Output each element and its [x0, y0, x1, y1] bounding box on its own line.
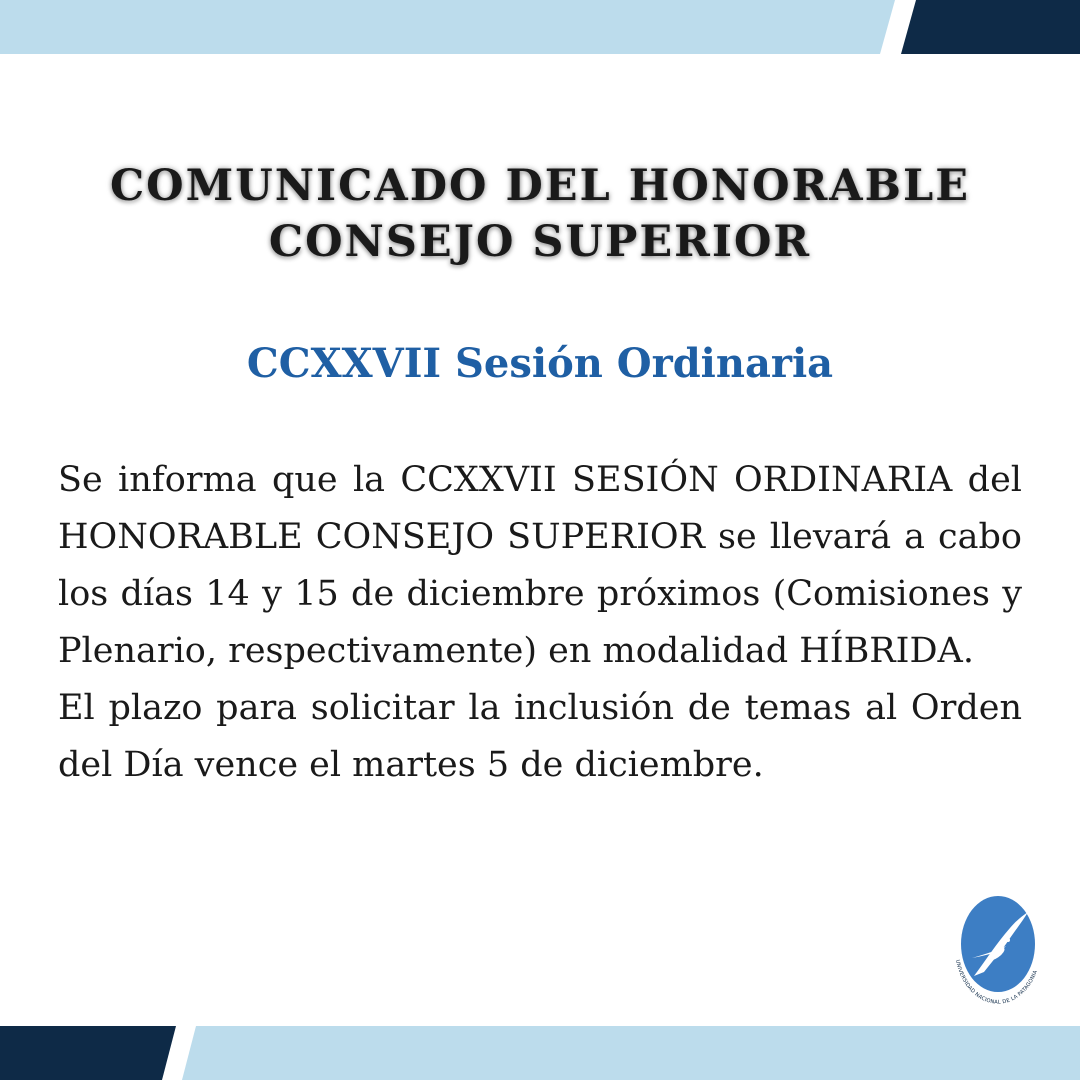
albatross-seal-icon: [952, 888, 1042, 1020]
session-subtitle: CCXXVII Sesión Ordinaria: [246, 340, 834, 387]
announcement-paragraph-2: El plazo para solicitar la inclusión de temas al Orden del Día vence el martes 5 de diciembre.: [58, 688, 1022, 785]
bottom-decorative-band: [0, 1026, 1080, 1080]
title-line-2: CONSEJO SUPERIOR: [268, 217, 812, 267]
bottom-light-stripe: [182, 1026, 1080, 1080]
bottom-dark-stripe: [0, 1026, 176, 1080]
title-line-1: COMUNICADO DEL HONORABLE: [109, 161, 971, 211]
top-decorative-band: [0, 0, 1080, 54]
page-title: [0, 158, 1080, 270]
top-dark-stripe: [901, 0, 1080, 54]
announcement-body: [58, 452, 1022, 794]
top-light-stripe: [0, 0, 895, 54]
seal-lettering: UNIVERSIDAD NACIONAL DE LA PATAGONIA: [954, 959, 1039, 1006]
announcement-paragraph-1: Se informa que la CCXXVII SESIÓN ORDINARIA del HONORABLE CONSEJO SUPERIOR se llevará a cabo los días 14 y 15 de diciembre próximos (Comisiones y Plenario, respectivamente) en modalidad HÍBRIDA.: [58, 460, 1022, 671]
